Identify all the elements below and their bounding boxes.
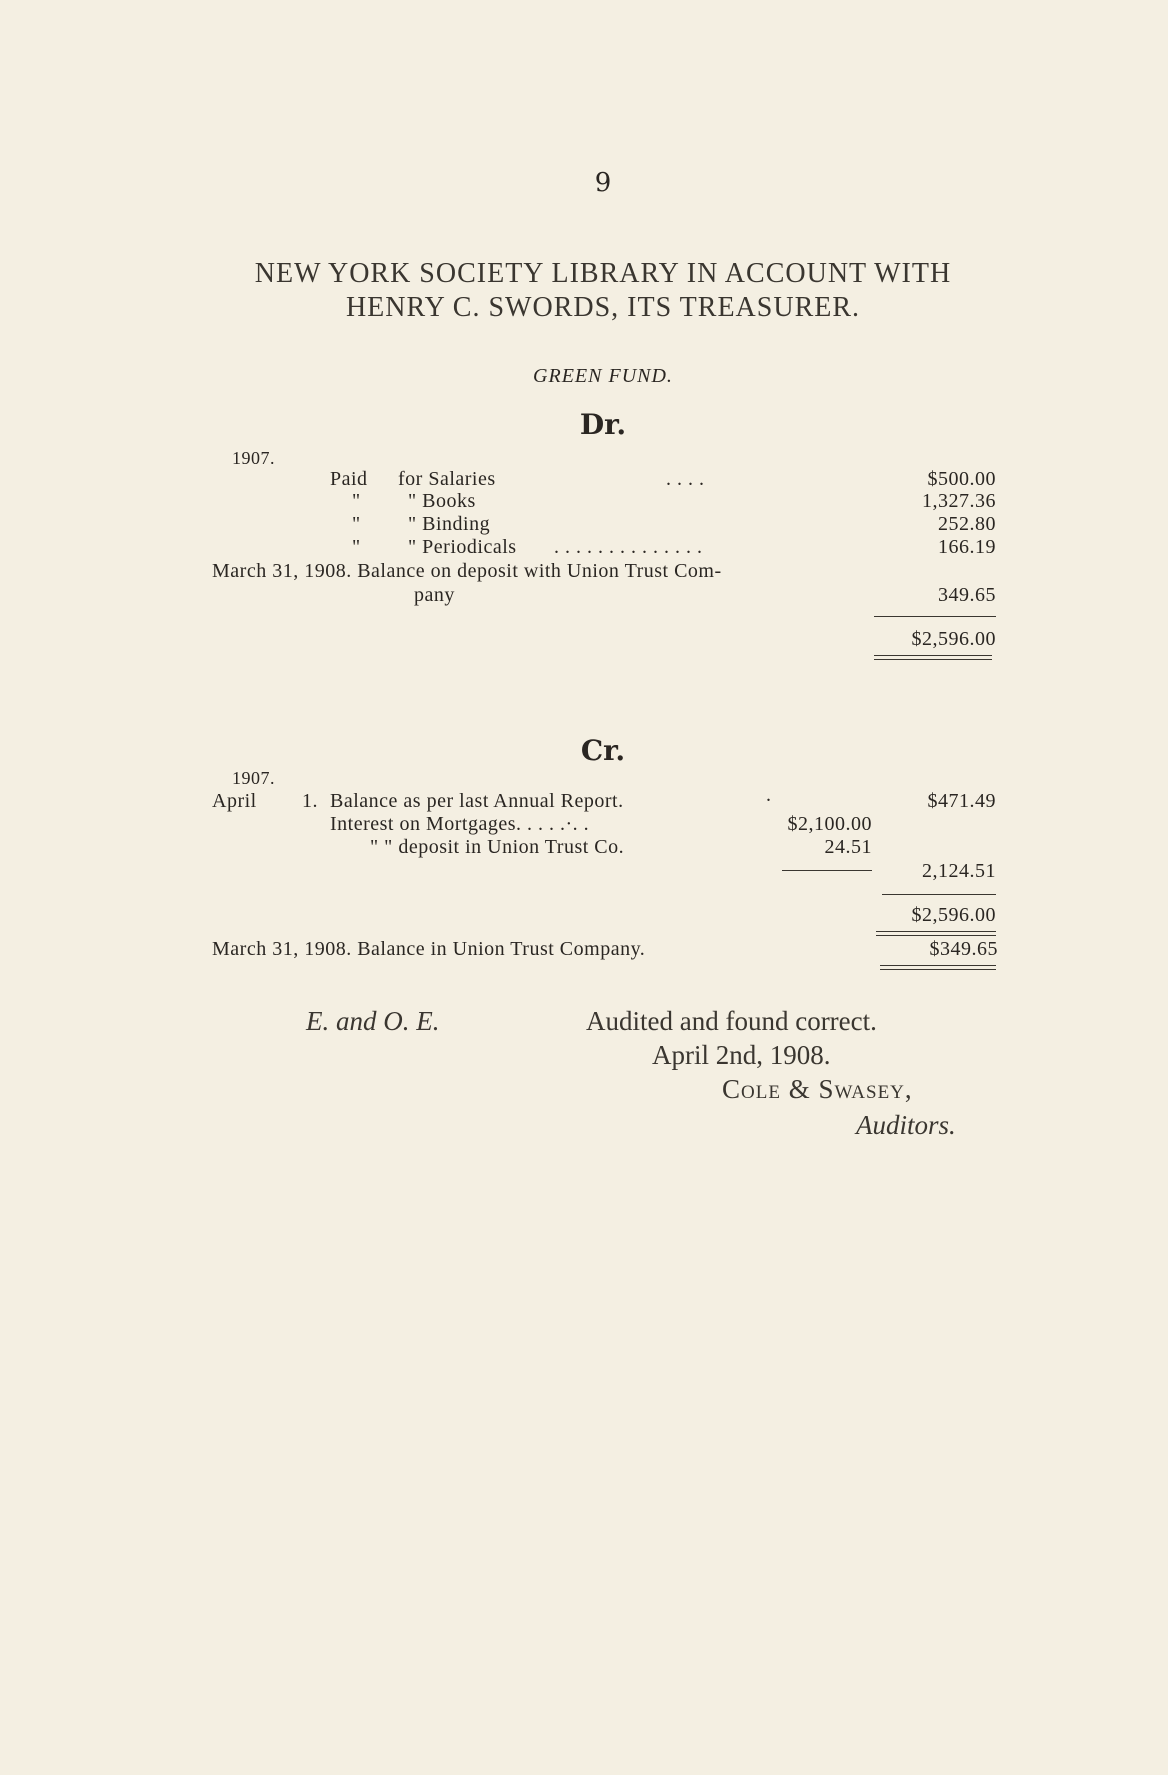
debit-row-3-item: " Binding (408, 513, 491, 535)
credit-row-1-text: Balance as per last Annual Report. (330, 790, 624, 812)
credit-total-underline-1 (876, 931, 996, 932)
debit-row-4-col1: " (352, 536, 361, 558)
credit-row-2-text: Interest on Mortgages. . . . .·. . (330, 813, 590, 835)
debit-row-4-amount: 166.19 (938, 536, 996, 558)
debit-row-1-item: for Salaries (398, 468, 496, 490)
credit-row-2-subamount: $2,100.00 (787, 813, 872, 835)
debit-balance-line-1: March 31, 1908. Balance on deposit with Union Trust Com- (212, 560, 722, 582)
credit-row-3-subamount: 24.51 (824, 836, 872, 858)
credit-heading: Cr. (580, 734, 626, 767)
credit-subtotal: 2,124.51 (922, 860, 996, 882)
debit-total-underline-2 (874, 659, 992, 660)
auditors-label: Auditors. (856, 1110, 956, 1140)
credit-year: 1907. (232, 768, 275, 788)
credit-total: $2,596.00 (911, 904, 996, 926)
debit-row-3-amount: 252.80 (938, 513, 996, 535)
errors-omissions-note: E. and O. E. (306, 1006, 440, 1036)
debit-row-2-amount: 1,327.36 (922, 490, 996, 512)
debit-total-rule (874, 616, 996, 617)
credit-total-underline-2 (876, 935, 996, 936)
debit-row-2-col1: " (352, 490, 361, 512)
debit-row-1-col1: Paid (330, 468, 368, 490)
debit-total: $2,596.00 (911, 628, 996, 650)
debit-heading: Dr. (579, 408, 627, 441)
fund-name: GREEN FUND. (533, 365, 673, 387)
credit-row-3-text: " " deposit in Union Trust Co. (370, 836, 625, 858)
title-line-2: HENRY C. SWORDS, ITS TREASURER. (345, 292, 861, 323)
audit-date: April 2nd, 1908. (652, 1040, 831, 1070)
credit-subtotal-rule (782, 870, 872, 871)
credit-balance-underline-1 (880, 965, 996, 966)
debit-row-4-dots: . . . . . . . . . . . . . . (554, 536, 703, 558)
debit-balance-line-2: pany (414, 584, 455, 606)
credit-balance-amount: $349.65 (929, 938, 998, 960)
credit-row-1-dot: . (766, 784, 772, 806)
audit-statement: Audited and found correct. (586, 1006, 877, 1036)
page-number: 9 (594, 168, 612, 198)
debit-row-1-amount: $500.00 (927, 468, 996, 490)
credit-balance-text: March 31, 1908. Balance in Union Trust Company. (212, 938, 646, 960)
title-line-1: NEW YORK SOCIETY LIBRARY IN ACCOUNT WITH (254, 258, 952, 289)
debit-total-underline-1 (874, 655, 992, 656)
credit-month: April (212, 790, 257, 812)
credit-row-1-amount: $471.49 (927, 790, 996, 812)
credit-day: 1. (302, 790, 318, 812)
credit-total-rule (882, 894, 996, 895)
debit-row-3-col1: " (352, 513, 361, 535)
credit-balance-underline-2 (880, 969, 996, 970)
debit-row-2-item: " Books (408, 490, 476, 512)
debit-balance-amount: 349.65 (938, 584, 996, 606)
debit-row-1-dots: . . . . (666, 468, 705, 490)
auditors-name: Cole & Swasey, (722, 1074, 913, 1104)
debit-row-4-item: " Periodicals (408, 536, 517, 558)
debit-year: 1907. (232, 448, 275, 468)
